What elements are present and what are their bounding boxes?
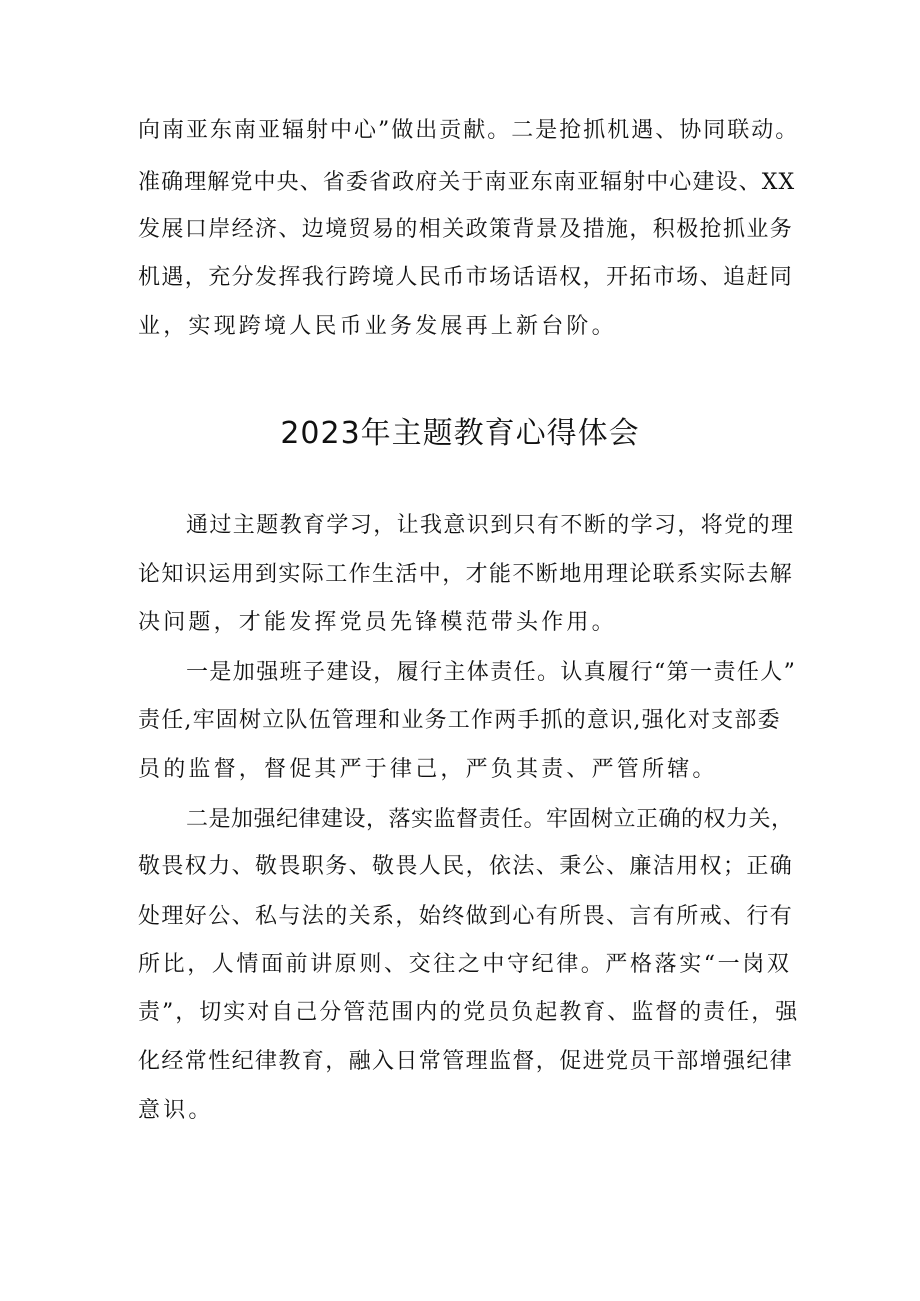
paragraph-2-line-2: 责任,牢固树立队伍管理和业务工作两手抓的意识,强化对支部委 — [138, 708, 781, 733]
paragraph-1-line-3: 决问题，才能发挥党员先锋模范带头作用。 — [138, 610, 617, 635]
paragraph-1-line-2: 论知识运用到实际工作生活中，才能不断地用理论联系实际去解 — [138, 562, 794, 587]
paragraph-3-line-6: 化经常性纪律教育，融入日常管理监督，促进党员干部增强纪律 — [138, 1049, 794, 1074]
document-title: 2023年主题教育心得体会 — [280, 416, 640, 451]
paragraph-3-line-4: 所比，人情面前讲原则、交往之中守纪律。严格落实“一岗双 — [138, 952, 792, 977]
paragraph-2-line-3: 员的监督，督促其严于律己，严负其责、严管所辖。 — [138, 757, 718, 782]
paragraph-3-line-3: 处理好公、私与法的关系，始终做到心有所畏、言有所戒、行有 — [138, 904, 794, 929]
continuation-line-4: 机遇，充分发挥我行跨境人民币市场话语权，开拓市场、追赶同 — [138, 265, 794, 290]
paragraph-2-line-1: 一是加强班子建设，履行主体责任。认真履行“第一责任人” — [186, 660, 797, 685]
paragraph-3-line-5: 责”，切实对自己分管范围内的党员负起教育、监督的责任，强 — [138, 1000, 800, 1025]
paragraph-3-line-1: 二是加强纪律建设，落实监督责任。牢固树立正确的权力关， — [186, 807, 794, 832]
paragraph-1-line-1: 通过主题教育学习，让我意识到只有不断的学习，将党的理 — [186, 513, 795, 538]
continuation-line-2: 准确理解党中央、省委省政府关于南亚东南亚辐射中心建设、XX — [138, 170, 796, 195]
continuation-line-1: 向南亚东南亚辐射中心”做出贡献。二是抢抓机遇、协同联动。 — [138, 118, 800, 143]
paragraph-3-line-2: 敬畏权力、敬畏职务、敬畏人民，依法、秉公、廉洁用权；正确 — [138, 854, 794, 879]
continuation-line-3: 发展口岸经济、边境贸易的相关政策背景及措施，积极抢抓业务 — [138, 217, 794, 242]
continuation-line-5: 业，实现跨境人民币业务发展再上新台阶。 — [138, 314, 617, 339]
paragraph-3-line-7: 意识。 — [138, 1098, 214, 1123]
